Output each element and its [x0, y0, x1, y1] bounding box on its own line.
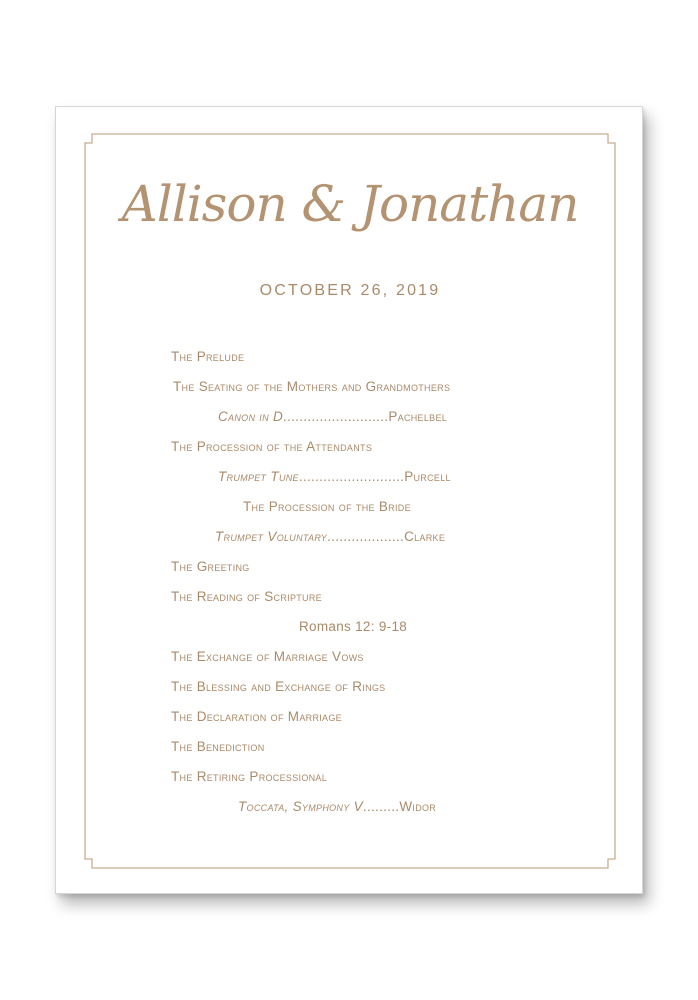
program-item-scripture: The Reading of Scripture	[171, 589, 322, 604]
music-item-trumpet-voluntary	[215, 529, 445, 544]
ceremony-program	[56, 107, 644, 895]
couple-names: Allison & Jonathan	[121, 175, 579, 233]
leader-dots: ..........................	[298, 469, 405, 484]
music-composer: Clarke	[404, 529, 446, 544]
music-composer: Purcell	[404, 469, 451, 484]
program-item-prelude: The Prelude	[171, 349, 245, 364]
program-item-rings: The Blessing and Exchange of Rings	[171, 679, 386, 694]
music-title: Toccata, Symphony V	[238, 799, 363, 814]
music-title: Trumpet Tune	[218, 469, 299, 484]
program-item-declaration: The Declaration of Marriage	[171, 709, 342, 724]
leader-dots: ..........................	[283, 409, 389, 424]
music-title: Trumpet Voluntary	[215, 529, 328, 544]
program-item-bride: The Procession of the Bride	[243, 499, 411, 514]
program-item-recessional: The Retiring Processional	[171, 769, 328, 784]
wedding-date: OCTOBER 26, 2019	[259, 282, 441, 299]
program-item-benediction: The Benediction	[171, 739, 265, 754]
music-item-toccata	[238, 799, 436, 814]
leader-dots: .........	[362, 799, 400, 814]
scripture-reference: Romans 12: 9-18	[299, 619, 408, 634]
music-composer: Widor	[399, 799, 437, 814]
music-composer: Pachelbel	[388, 409, 448, 424]
program-item-greeting: The Greeting	[171, 559, 250, 574]
leader-dots: ...................	[327, 529, 405, 544]
program-item-seating: The Seating of the Mothers and Grandmothers	[173, 379, 451, 394]
program-card	[55, 106, 643, 894]
program-item-vows: The Exchange of Marriage Vows	[171, 649, 364, 664]
music-item-canon	[218, 409, 447, 424]
music-item-trumpet-tune	[218, 469, 451, 484]
music-title: Canon in D	[218, 409, 284, 424]
program-item-attendants: The Procession of the Attendants	[171, 439, 373, 454]
